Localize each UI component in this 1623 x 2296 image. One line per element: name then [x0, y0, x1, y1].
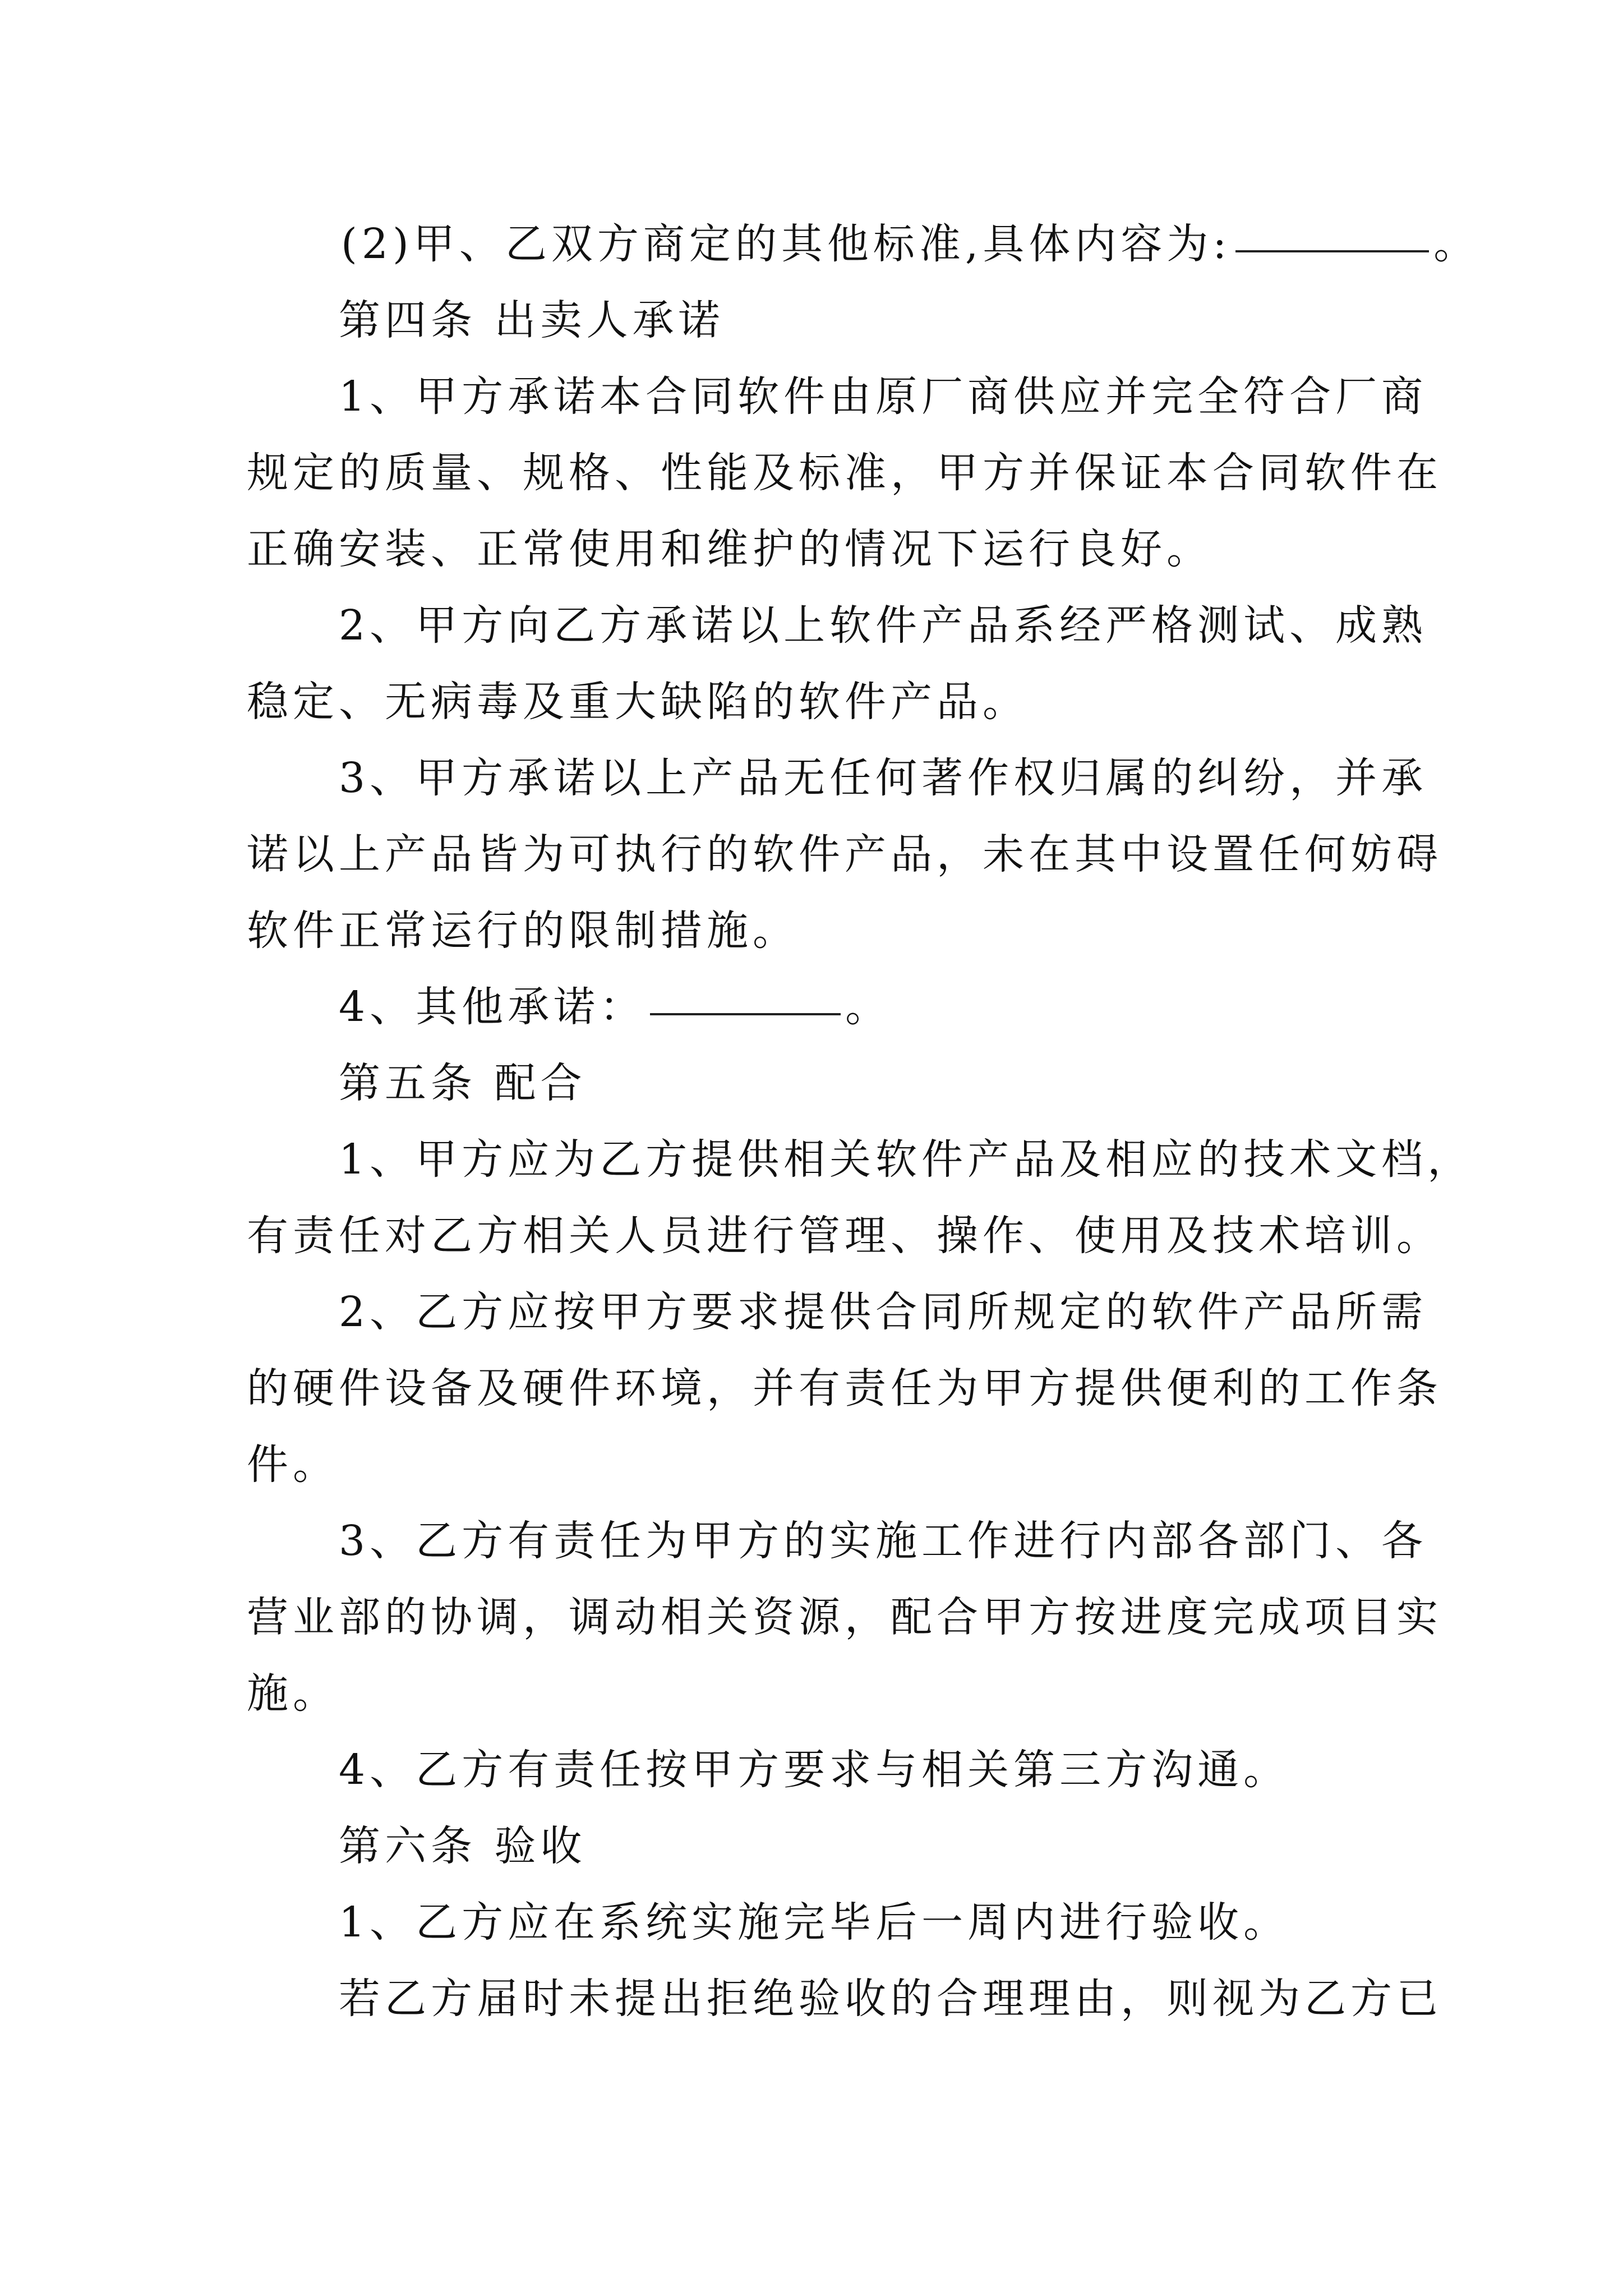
paragraph-line: 软件正常运行的限制措施。: [247, 907, 799, 955]
line-text: 4、其他承诺：: [339, 983, 646, 1031]
paragraph-line: 诺以上产品皆为可执行的软件产品，未在其中设置任何妨碍: [247, 830, 1442, 878]
paragraph-line: 1、乙方应在系统实施完毕后一周内进行验收。: [339, 1898, 1290, 1947]
paragraph-line: 2、甲方向乙方承诺以上软件产品系经严格测试、成熟: [339, 601, 1428, 650]
line-end: 。: [1433, 220, 1480, 268]
clause-3-standard-other: [341, 220, 1480, 268]
article-4-heading: 第四条 出卖人承诺: [339, 296, 725, 344]
paragraph-line: 规定的质量、规格、性能及标准，甲方并保证本合同软件在: [247, 449, 1442, 497]
paragraph-line: 有责任对乙方相关人员进行管理、操作、使用及技术培训。: [247, 1212, 1442, 1260]
paragraph-line: 3、甲方承诺以上产品无任何著作权归属的纠纷，并承: [339, 754, 1428, 802]
paragraph-line: 稳定、无病毒及重大缺陷的软件产品。: [247, 678, 1029, 726]
other-commitments-line: [339, 983, 892, 1031]
paragraph-line: 3、乙方有责任为甲方的实施工作进行内部各部门、各: [339, 1517, 1428, 1565]
paragraph-line: 施。: [247, 1669, 339, 1718]
paragraph-line: 正确安装、正常使用和维护的情况下运行良好。: [247, 525, 1212, 573]
line-text: (2)甲、乙双方商定的其他标准,具体内容为:: [341, 220, 1232, 268]
article-5-heading: 第五条 配合: [339, 1059, 587, 1107]
article-6-heading: 第六条 验收: [339, 1822, 587, 1870]
paragraph-line: 若乙方届时未提出拒绝验收的合理理由，则视为乙方已: [339, 1975, 1442, 2023]
paragraph-line: 1、甲方应为乙方提供相关软件产品及相应的技术文档，: [339, 1135, 1474, 1184]
line-end: 。: [845, 983, 892, 1031]
paragraph-line: 2、乙方应按甲方要求提供合同所规定的软件产品所需: [339, 1288, 1428, 1336]
paragraph-line: 的硬件设备及硬件环境，并有责任为甲方提供便利的工作条: [247, 1364, 1442, 1412]
paragraph-line: 件。: [247, 1441, 339, 1489]
fill-in-blank[interactable]: [650, 1013, 841, 1015]
fill-in-blank[interactable]: [1235, 250, 1429, 252]
paragraph-line: 4、乙方有责任按甲方要求与相关第三方沟通。: [339, 1746, 1290, 1794]
paragraph-line: 1、甲方承诺本合同软件由原厂商供应并完全符合厂商: [339, 372, 1428, 421]
paragraph-line: 营业部的协调，调动相关资源，配合甲方按进度完成项目实: [247, 1593, 1442, 1641]
